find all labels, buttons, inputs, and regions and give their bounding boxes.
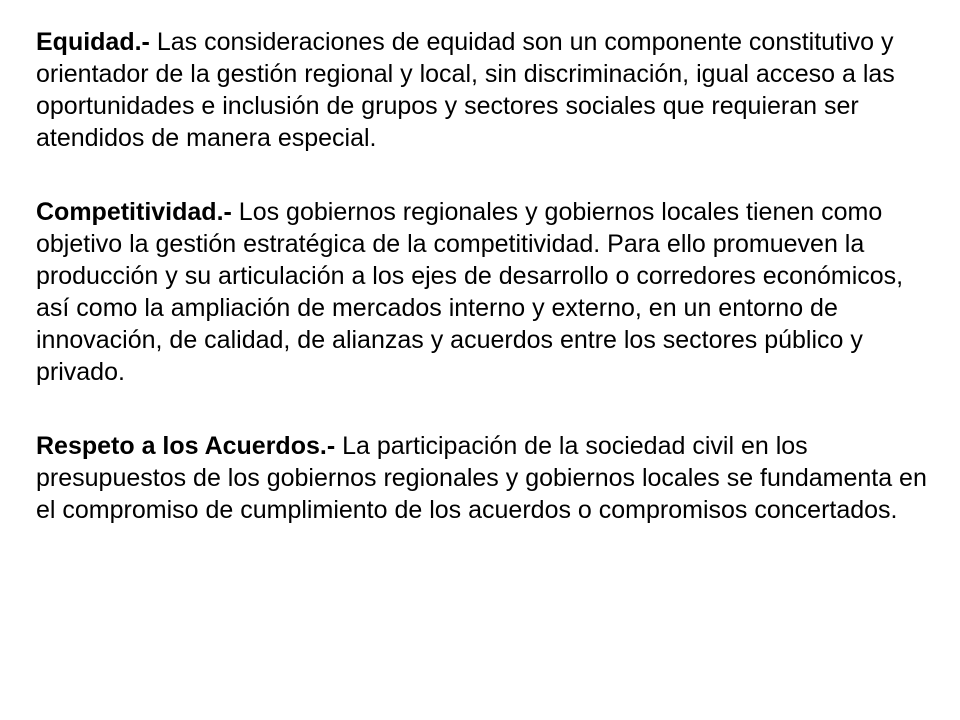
definition-respeto-acuerdos: La participación de la sociedad civil en los presupuestos de los gobiernos regionales y gobiernos locales se fundamenta en el compromiso de cumplimiento de los acuerdos o compromisos concertados. bbox=[36, 432, 927, 524]
definition-competitividad: Los gobiernos regionales y gobiernos locales tienen como objetivo la gestión estratégica de la competitividad. Para ello promueven la producción y su articulación a los ejes de desarrollo o corredores económicos, así como la ampliación de mercados interno y externo, en un entorno de innovación, de calidad, de alianzas y acuerdos entre los sectores público y privado. bbox=[36, 198, 904, 386]
paragraph-respeto-acuerdos bbox=[36, 430, 932, 526]
term-respeto-acuerdos: Respeto a los Acuerdos.- bbox=[36, 432, 336, 460]
term-competitividad: Competitividad.- bbox=[36, 198, 232, 226]
paragraph-competitividad bbox=[36, 196, 932, 388]
paragraph-equidad bbox=[36, 26, 932, 154]
slide-body bbox=[36, 26, 932, 526]
term-equidad: Equidad.- bbox=[36, 28, 150, 56]
definition-equidad: Las consideraciones de equidad son un componente constitutivo y orientador de la gestión regional y local, sin discriminación, igual acceso a las oportunidades e inclusión de grupos y sectores sociales que requieran ser atendidos de manera especial. bbox=[36, 28, 895, 152]
